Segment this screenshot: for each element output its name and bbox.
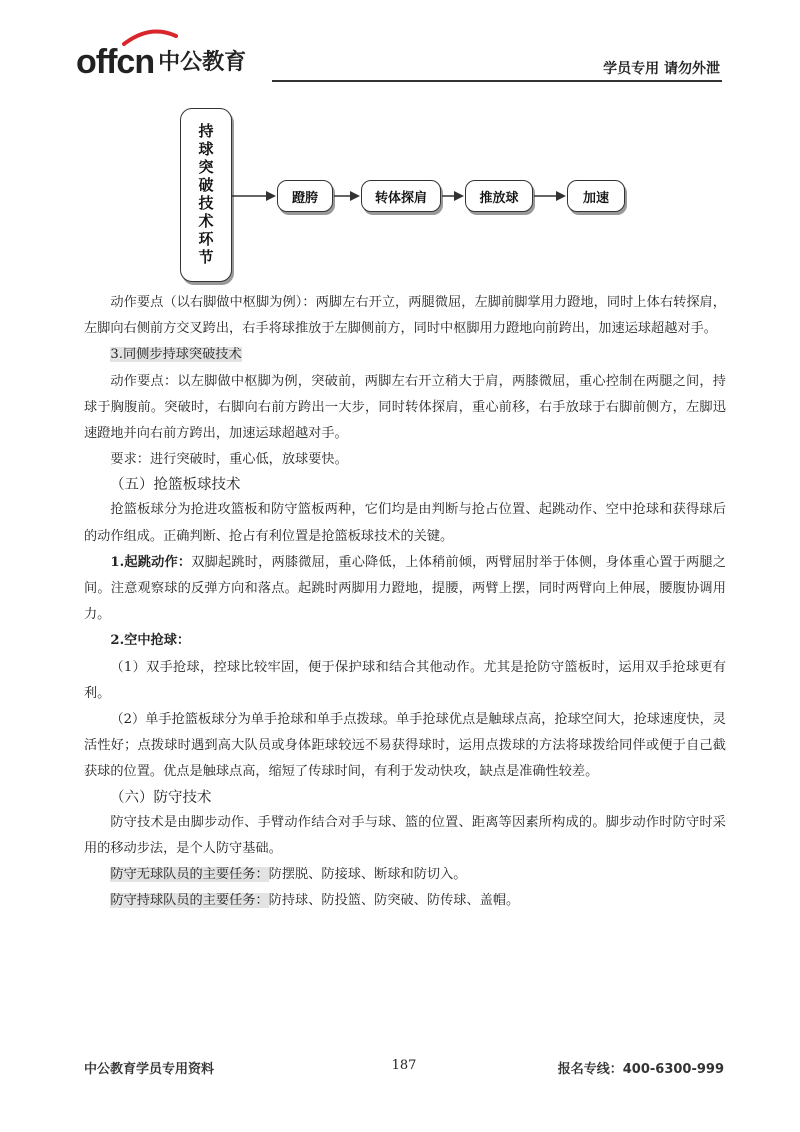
footer-source: 中公教育学员专用资料 bbox=[84, 1062, 215, 1077]
footer-hotline: 报名专线：400-6300-999 bbox=[557, 1062, 724, 1077]
diagram-step-2: 转体探肩 bbox=[361, 180, 441, 212]
offcn-logo bbox=[76, 38, 246, 80]
page-footer bbox=[84, 1058, 724, 1080]
arrow-right-icon bbox=[534, 188, 566, 204]
paragraph-rebound-intro: 抢篮板球分为抢进攻篮板和防守篮板两种，它们均是由判断与抢占位置、起跳动作、空中抢球和获得球后的动作组成。正确判断、抢占有利位置是抢篮板球技术的关键。 bbox=[84, 502, 726, 544]
arrow-right-icon bbox=[232, 188, 276, 204]
page-header bbox=[76, 38, 722, 82]
paragraph-action-points-1: 动作要点（以右脚做中枢脚为例）：两脚左右开立，两腿微屈，左脚前脚掌用力蹬地，同时上体右转探肩，左脚向右侧前方交叉跨出，右手将球推放于左脚侧前方，同时中枢脚用力蹬地向前跨出，加速运球超越对手。 bbox=[84, 295, 726, 337]
logo-wordmark: offcn bbox=[76, 43, 155, 81]
header-tag: 学员专用 请勿外泄 bbox=[603, 61, 720, 77]
breakthrough-steps-diagram bbox=[180, 108, 640, 284]
diagram-step-4: 加速 bbox=[567, 180, 625, 212]
subheading-air-grab: 2.空中抢球： bbox=[110, 633, 191, 649]
paragraph-defense-intro: 防守技术是由脚步动作、手臂动作结合对手与球、篮的位置、距离等因素所构成的。脚步动作时防守时采用的移动步法，是个人防守基础。 bbox=[84, 814, 726, 856]
arrow-right-icon bbox=[442, 188, 464, 204]
arrow-right-icon bbox=[334, 188, 360, 204]
paragraph-one-hand-grab: （2）单手抢篮板球分为单手抢球和单手点拨球。单手抢球优点是触球点高，抢球空间大，抢球速度快，灵活性好；点拨球时遇到高大队员或身体距球较远不易获得球时，运用点拨球的方法将球拨给同伴或便于自己截获球的位置。优点是触球点高，缩短了传球时间，有利于发动快攻，缺点是准确性较差。 bbox=[84, 712, 726, 780]
page-content bbox=[84, 290, 726, 914]
logo-chinese-name: 中公教育 bbox=[158, 50, 247, 75]
section-heading-defense: （六）防守技术 bbox=[110, 789, 212, 806]
subheading-same-side-step: 3.同侧步持球突破技术 bbox=[110, 347, 242, 363]
header-divider bbox=[272, 80, 722, 82]
paragraph-action-points-2: 动作要点：以左脚做中枢脚为例，突破前，两脚左右开立稍大于肩，两膝微屈，重心控制在两腿之间，持球于胸腹前。突破时，右脚向右前方跨出一大步，同时转体探肩，重心前移，右手放球于右脚前侧方，左脚迅速蹬地并向右前方跨出，加速运球超越对手。 bbox=[84, 373, 726, 442]
diagram-step-3: 推放球 bbox=[465, 180, 533, 212]
paragraph-requirement: 要求：进行突破时，重心低，放球要快。 bbox=[110, 452, 348, 468]
paragraph-off-ball-defense: 防守无球队员的主要任务：防摆脱、防接球、断球和防切入。 bbox=[110, 867, 467, 883]
diagram-main-box bbox=[180, 108, 232, 282]
logo-arc-icon bbox=[122, 28, 178, 46]
page-number: 187 bbox=[391, 1058, 417, 1073]
diagram-step-1: 蹬胯 bbox=[277, 180, 333, 212]
paragraph-two-hand-grab: （1）双手抢球，控球比较牢固，便于保护球和结合其他动作。尤其是抢防守篮板时，运用双手抢球更有利。 bbox=[84, 659, 726, 701]
section-heading-rebound: （五）抢篮板球技术 bbox=[110, 477, 241, 494]
paragraph-on-ball-defense: 防守持球队员的主要任务：防持球、防投篮、防突破、防传球、盖帽。 bbox=[110, 893, 520, 909]
paragraph-jump-action: 1.起跳动作：双脚起跳时，两膝微屈，重心降低，上体稍前倾，两臂屈肘举于体侧，身体重心置于两腿之间。注意观察球的反弹方向和落点。起跳时两脚用力蹬地，提腰，两臂上摆，同时两臂向上伸展，腰腹协调用力。 bbox=[84, 554, 726, 623]
diagram-main-label: 持球突破技术环节 bbox=[196, 123, 215, 267]
